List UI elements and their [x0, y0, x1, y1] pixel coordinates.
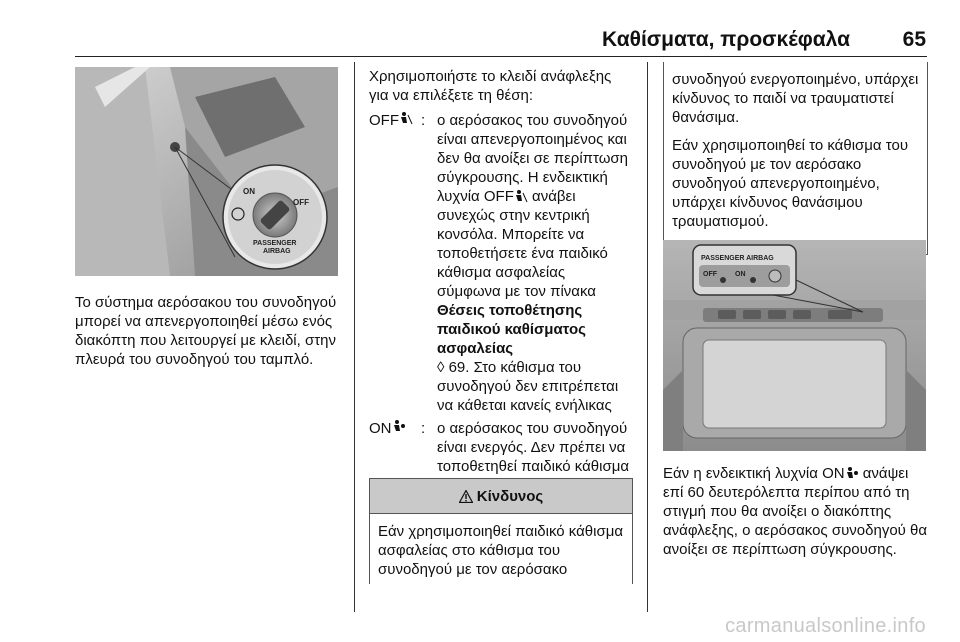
option-on-label: ON — [369, 419, 421, 495]
warning-triangle-icon — [459, 490, 473, 503]
switch-label-on: ON — [243, 187, 255, 196]
switch-label-off: OFF — [293, 198, 309, 207]
page-number: 65 — [902, 28, 926, 51]
airbag-off-icon — [399, 111, 413, 125]
page-title: Καθίσματα, προσκέφαλα — [602, 28, 850, 51]
option-off-description: ο αερόσακος του συνοδηγού είναι απενεργοποιημένος και δεν θα ανοίξει σε περίπτωση σύγκρουσης. Η ενδεικτική λυχνία OFF ανάβει συνεχώς στην κεντρική κονσόλα. Μπορείτε να τοποθετήσετε ένα παιδικό κάθισμα ασφαλείας σύμφωνα με τον πίνακα Θέσεις τοποθέτησης παιδικού καθίσματος ασφαλείας ◊ 69. Στο κάθισμα του συνοδηγού δεν επιτρέπεται να κάθεται κανείς ενήλικας — [437, 112, 629, 414]
left-caption: Το σύστημα αερόσακου του συνοδηγού μπορεί να απενεργοποιηθεί μέσω ενός διακόπτη που λειτουργεί με κλειδί, στην πλευρά του συνοδηγού του ταμπλό. — [75, 294, 337, 368]
console-label-on: ON — [735, 271, 746, 278]
table-reference-bold: Θέσεις τοποθέτησης παιδικού καθίσματος ασφαλείας — [437, 302, 586, 357]
page-ref-arrow: ◊ — [437, 359, 445, 376]
option-on-description: ο αερόσακος του συνοδηγού είναι ενεργός. Δεν πρέπει να τοποθετηθεί παιδικό κάθισμα — [437, 420, 630, 475]
danger-box — [369, 478, 633, 584]
airbag-off-icon — [514, 189, 528, 203]
airbag-on-icon — [845, 466, 859, 480]
console-label-passenger-airbag: PASSENGER AIRBAG — [701, 255, 774, 262]
option-on-colon: : — [421, 420, 426, 437]
danger-continued-text-1: συνοδηγού ενεργοποιημένο, υπάρχει κίνδυνος το παιδί να τραυματιστεί θανάσιμα. — [672, 71, 919, 126]
switch-label-airbag: AIRBAG — [263, 248, 291, 255]
column-divider-left — [354, 62, 355, 612]
option-off-label: OFF — [369, 111, 421, 415]
danger-text: Εάν χρησιμοποιηθεί παιδικό κάθισμα ασφαλείας στο κάθισμα του συνοδηγού με τον αερόσακο — [378, 523, 624, 578]
intro-text: Χρησιμοποιήστε το κλειδί ανάφλεξης για να επιλέξετε τη θέση: — [369, 68, 612, 104]
danger-continued-text-2: Εάν χρησιμοποιηθεί το κάθισμα του συνοδηγού με τον αερόσακο συνοδηγού απενεργοποιημένο, υπάρχει κίνδυνος θανάσιμου τραυματισμού. — [672, 137, 909, 230]
console-label-off: OFF — [703, 271, 717, 278]
airbag-on-icon — [392, 419, 406, 433]
switch-label-passenger: PASSENGER — [253, 240, 297, 247]
danger-title: Κίνδυνος — [476, 487, 544, 505]
right-caption: Εάν η ενδεικτική λυχνία ON ανάψει επί 60 δευτερόλεπτα περίπου από τη στιγμή που θα ανοίξει ο διακόπτης ανάφλεξης, ο αερόσακος συνοδηγού θα ανοίξει σε περίπτωση σύγκρουσης. — [663, 465, 928, 558]
danger-header — [370, 478, 632, 514]
danger-box-continued — [663, 62, 928, 255]
header-rule — [75, 56, 927, 57]
column-divider-right — [647, 62, 648, 612]
option-off — [369, 111, 631, 415]
option-off-colon: : — [421, 112, 426, 129]
watermark: carmanualsonline.info — [725, 615, 926, 637]
console-indicator-photo — [663, 240, 926, 451]
airbag-switch-photo — [75, 67, 338, 276]
middle-column — [369, 67, 631, 499]
